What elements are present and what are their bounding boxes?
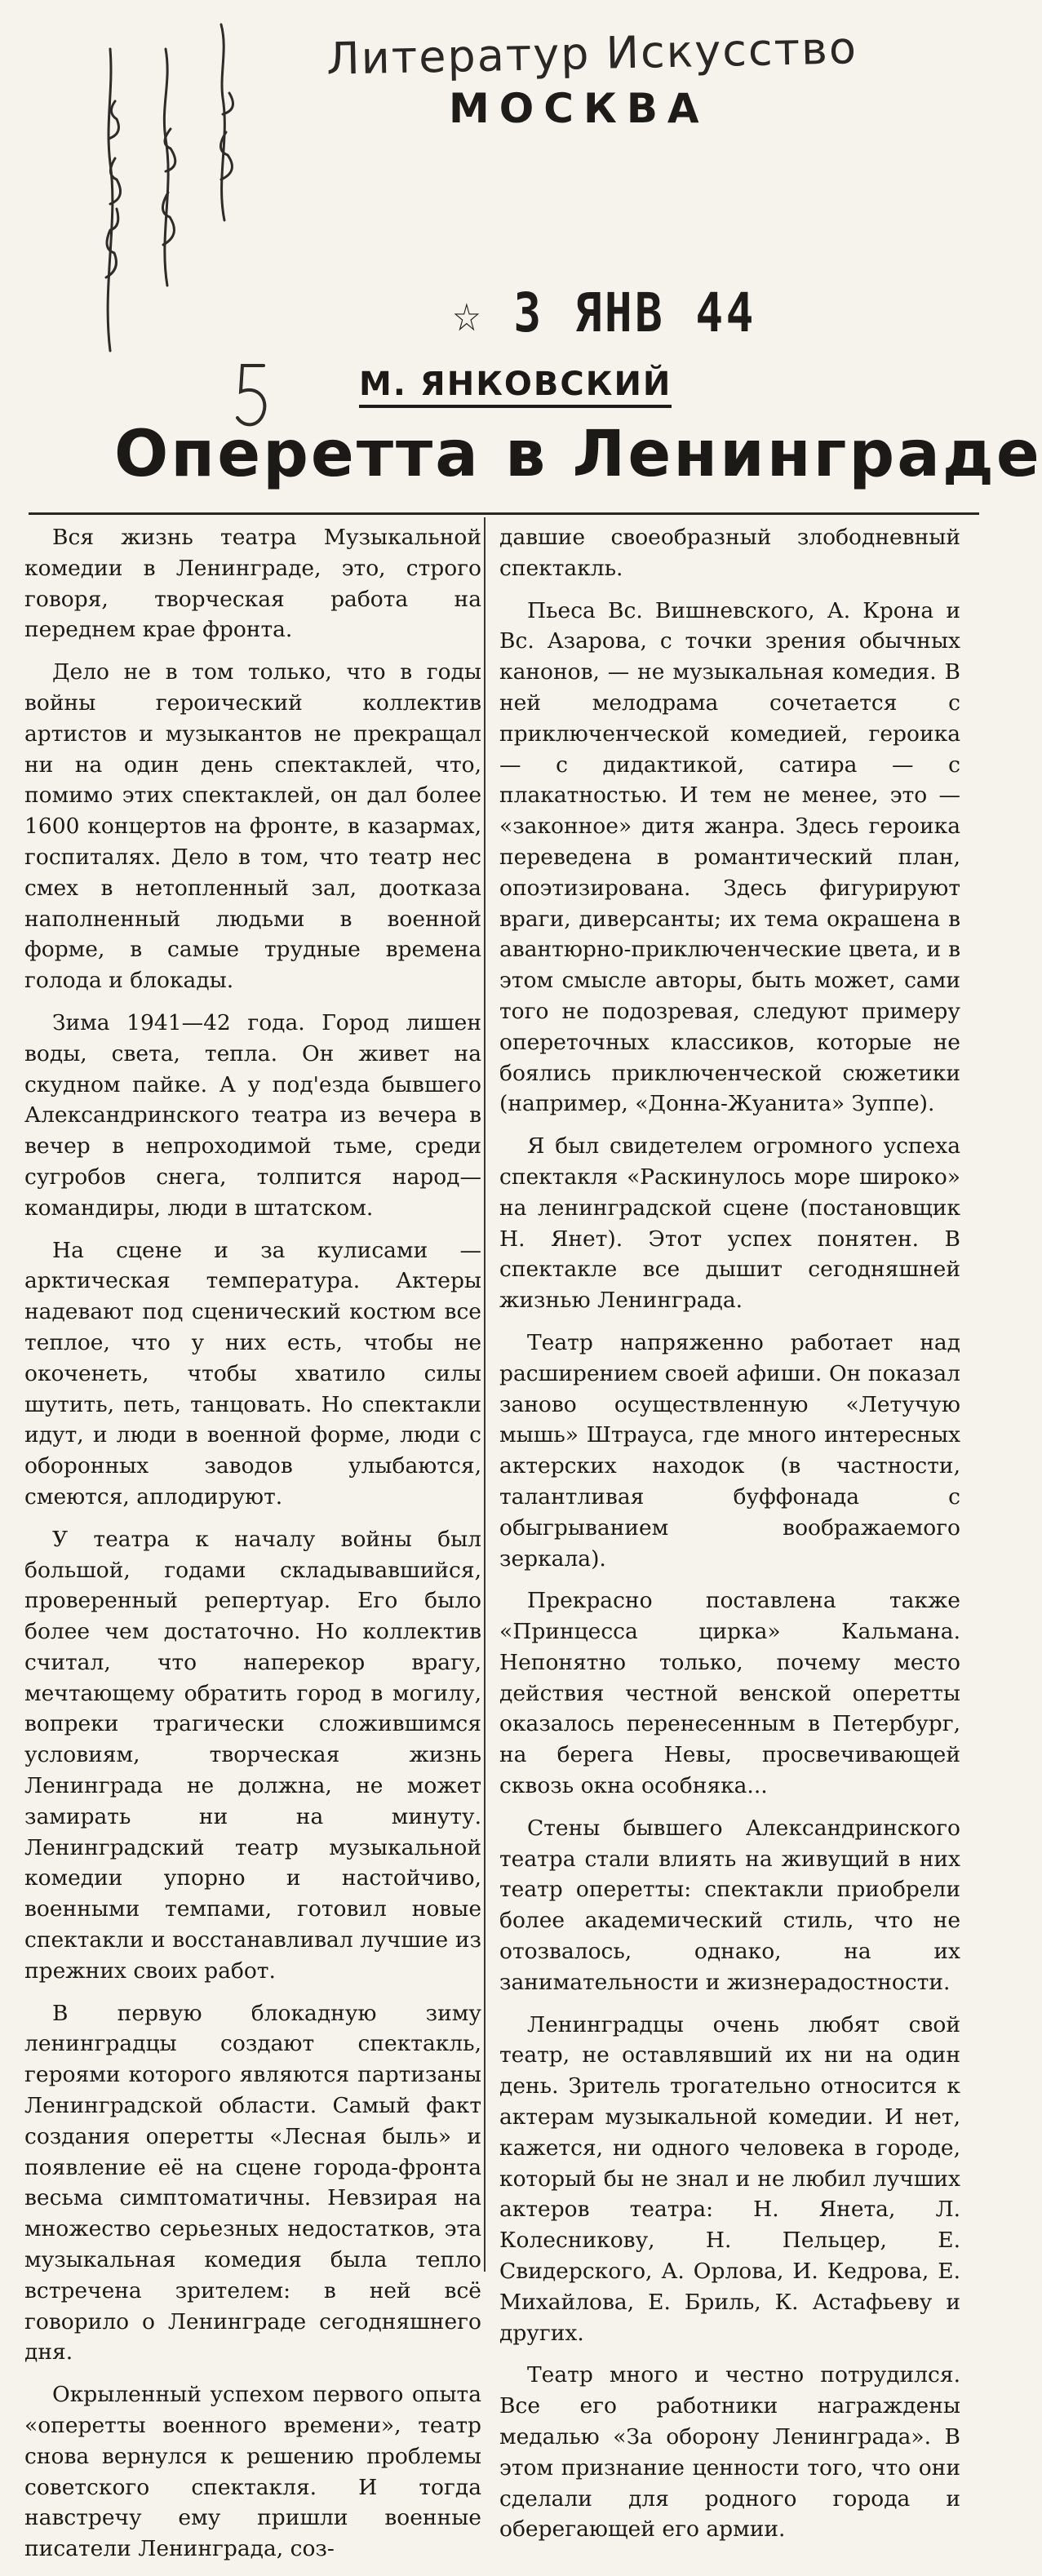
paragraph: Окрыленный успехом первого опыта «оперетты военного времени», театр снова вернулся к решению проблемы советского спектакля. И тогда навстречу ему пришли военные писатели Ленинграда, соз- xyxy=(24,2382,481,2562)
paragraph: Дело не в том только, что в годы войны героический коллектив артистов и музыкантов не прекращал ни на один день спектаклей, что, помимо этих спектаклей, он дал более 1600 концертов на фронте, в казармах, госпиталях. Дело в том, что театр нес смех в нетопленный зал, доотказа наполненный людьми в военной форме, в самые трудные времена голода и блокады. xyxy=(24,659,481,994)
paragraph: Зима 1941—42 года. Город лишен воды, света, тепла. Он живет на скудном пайке. А у под'езда бывшего Александринского театра из вечера в вечер в непроходимой тьме, среди сугробов снега, толпится народ—командиры, люди в штатском. xyxy=(24,1009,481,1221)
stamp-city: МОСКВА xyxy=(449,85,709,132)
article-author: М. ЯНКОВСКИЙ xyxy=(359,366,672,408)
handwritten-margin-note xyxy=(78,16,282,359)
paragraph: Стены бывшего Александринского театра стали влиять на живущий в них театр оперетты: спектакли приобрели более академический стиль, что не отозвалось, однако, на их занимательности и жизнерадостности. xyxy=(499,1815,960,1995)
paragraph: Я был свидетелем огромного успеха спектакля «Раскинулось море широко» на ленинградской сцене (постановщик Н. Янет). Этот успех понятен. В спектакле все дышит сегодняшней жизнью Ленинграда. xyxy=(499,1133,960,1314)
paragraph: Театр напряженно работает над расширением своей афиши. Он показал заново осуществленную «Летучую мышь» Штрауса, где много интересных актерских находок (в частности, талантливая буффонада с обыгрыванием воображаемого зеркала). xyxy=(499,1329,960,1572)
article-column-left xyxy=(24,522,481,2576)
paragraph: Ленинградцы очень любят свой театр, не оставлявший их ни на один день. Зритель трогательно относится к актерам музыкальной комедии. И нет, кажется, ни одного человека в городе, который бы не знал и не любил лучших актеров театра: Н. Янета, Л. Колесникову, Н. Пельцер, Е. Свидерского, А. Орлова, И. Кедрова, Е. Михайлова, Е. Бриль, К. Астафьеву и других. xyxy=(499,2011,960,2346)
title-rule xyxy=(29,512,979,515)
stamp-date: ☆ 3 ЯНВ 44 xyxy=(453,282,756,344)
paragraph: Вся жизнь театра Музыкальной комедии в Ленинграде, это, строго говоря, творческая работа на переднем крае фронта. xyxy=(24,525,481,643)
paragraph: У театра к началу войны был большой, годами складывавшийся, проверенный репертуар. Его было более чем достаточно. Но коллектив считал, что наперекор врагу, мечтающему обратить город в могилу, вопреки трагически сложившимся условиям, творческая жизнь Ленинграда не должна, не может замирать ни на минуту. Ленинградский театр музыкальной комедии упорно и настойчиво, военными темпами, готовил новые спектакли и восстанавливал лучшие из прежних своих работ. xyxy=(24,1526,481,1984)
article-column-right xyxy=(499,522,960,2556)
column-divider xyxy=(484,517,486,2272)
paragraph: На сцене и за кулисами — арктическая температура. Актеры надевают под сценический костюм все теплое, что у них есть, чтобы не окоченеть, чтобы хватило силы шутить, петь, танцовать. Но спектакли идут, и люди в военной форме, люди с оборонных заводов улыбаются, смеются, аплодируют. xyxy=(24,1237,481,1510)
article-title: Оперетта в Ленинграде xyxy=(114,418,1042,491)
clipping-stamp xyxy=(310,22,858,132)
paragraph: Театр много и честно потрудился. Все его работники награждены медалью «За оборону Ленинграда». В этом признание ценности того, что они сделали для родного города и оберегающей его армии. xyxy=(499,2362,960,2543)
paragraph: Пьеса Вс. Вишневского, А. Крона и Вс. Азарова, с точки зрения обычных канонов, — не музыкальная комедия. В ней мелодрама сочетается с приключенческой комедией, героика — с дидактикой, сатира — с плакатностью. И тем не менее, это — «законное» дитя жанра. Здесь героика переведена в романтический план, опоэтизирована. Здесь фигурируют враги, диверсанты; их тема окрашена в авантюрно-приключенческие цвета, и в этом смысле авторы, быть может, сами того не подозревая, следуют примеру опереточных классиков, которые не боялись приключенческой сюжетики (например, «Донна-Жуанита» Зуппе). xyxy=(499,597,960,1117)
paragraph: Прекрасно поставлена также «Принцесса цирка» Кальмана. Непонятно только, почему место действия честной венской оперетты оказалось перенесенным в Петербург, на берега Невы, просвечивающей сквозь окна особняка... xyxy=(499,1588,960,1799)
paragraph: давшие своеобразный злободневный спектакль. xyxy=(499,525,960,581)
stamp-publication-name: Литератур Искусство xyxy=(326,22,858,85)
paragraph: В первую блокадную зиму ленинградцы создают спектакль, героями которого являются партизаны Ленинградской области. Самый факт создания оперетты «Лесная быль» и появление её на сцене города-фронта весьма симптоматичны. Невзирая на множество серьезных недостатков, эта музыкальная комедия была тепло встречена зрителем: в ней всё говорило о Ленинграде сегодняшнего дня. xyxy=(24,2000,481,2365)
